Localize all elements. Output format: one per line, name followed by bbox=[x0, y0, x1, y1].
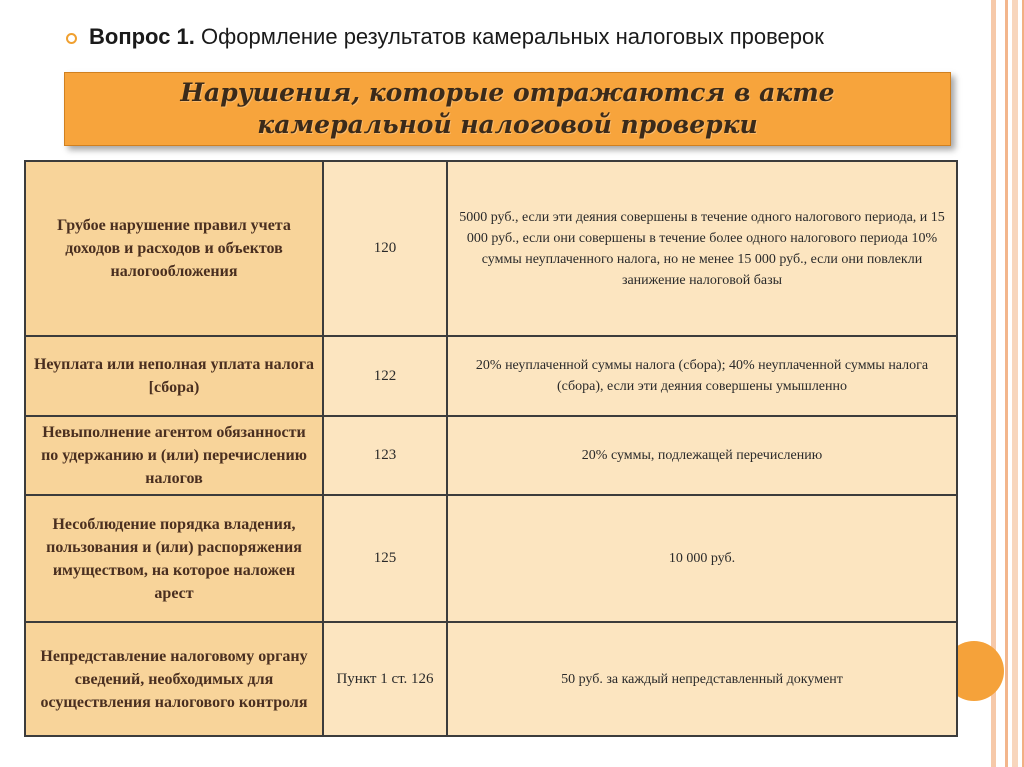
violation-name: Неуплата или неполная уплата налога [сбора) bbox=[25, 336, 323, 416]
section-banner bbox=[64, 72, 951, 146]
title-bold: Вопрос 1. bbox=[89, 24, 195, 49]
bullet-icon bbox=[66, 33, 77, 44]
violation-name: Грубое нарушение правил учета доходов и расходов и объектов налогообложения bbox=[25, 161, 323, 336]
article-number: Пункт 1 ст. 126 bbox=[323, 622, 447, 736]
table-row bbox=[25, 495, 957, 622]
article-number: 122 bbox=[323, 336, 447, 416]
violation-name: Несоблюдение порядка владения, пользования и (или) распоряжения имуществом, на которое наложен арест bbox=[25, 495, 323, 622]
penalty-text: 20% неуплаченной суммы налога (сбора); 40% неуплаченной суммы налога (сбора), если эти деяния совершены умышленно bbox=[447, 336, 957, 416]
title-rest: Оформление результатов камеральных налоговых проверок bbox=[201, 24, 824, 49]
table-row bbox=[25, 416, 957, 495]
table-row bbox=[25, 161, 957, 336]
banner-line-1: Нарушения, которые отражаются в акте bbox=[180, 78, 835, 107]
violation-name: Непредставление налоговому органу сведений, необходимых для осуществления налогового контроля bbox=[25, 622, 323, 736]
table-row bbox=[25, 336, 957, 416]
penalty-text: 20% суммы, подлежащей перечислению bbox=[447, 416, 957, 495]
table-row bbox=[25, 622, 957, 736]
violations-table bbox=[24, 160, 958, 737]
title-text bbox=[89, 24, 824, 50]
penalty-text: 10 000 руб. bbox=[447, 495, 957, 622]
violation-name: Невыполнение агентом обязанности по удержанию и (или) перечислению налогов bbox=[25, 416, 323, 495]
banner-line-2: камеральной налоговой проверки bbox=[257, 110, 758, 139]
penalty-text: 50 руб. за каждый непредставленный документ bbox=[447, 622, 957, 736]
slide-title bbox=[66, 22, 824, 52]
penalty-text: 5000 руб., если эти деяния совершены в течение одного налогового периода, и 15 000 руб., если они совершены в течение более одного налогового периода 10% суммы неуплаченного налога, но не менее 15 000 руб., если они повлекли занижение налоговой базы bbox=[447, 161, 957, 336]
article-number: 125 bbox=[323, 495, 447, 622]
article-number: 120 bbox=[323, 161, 447, 336]
article-number: 123 bbox=[323, 416, 447, 495]
